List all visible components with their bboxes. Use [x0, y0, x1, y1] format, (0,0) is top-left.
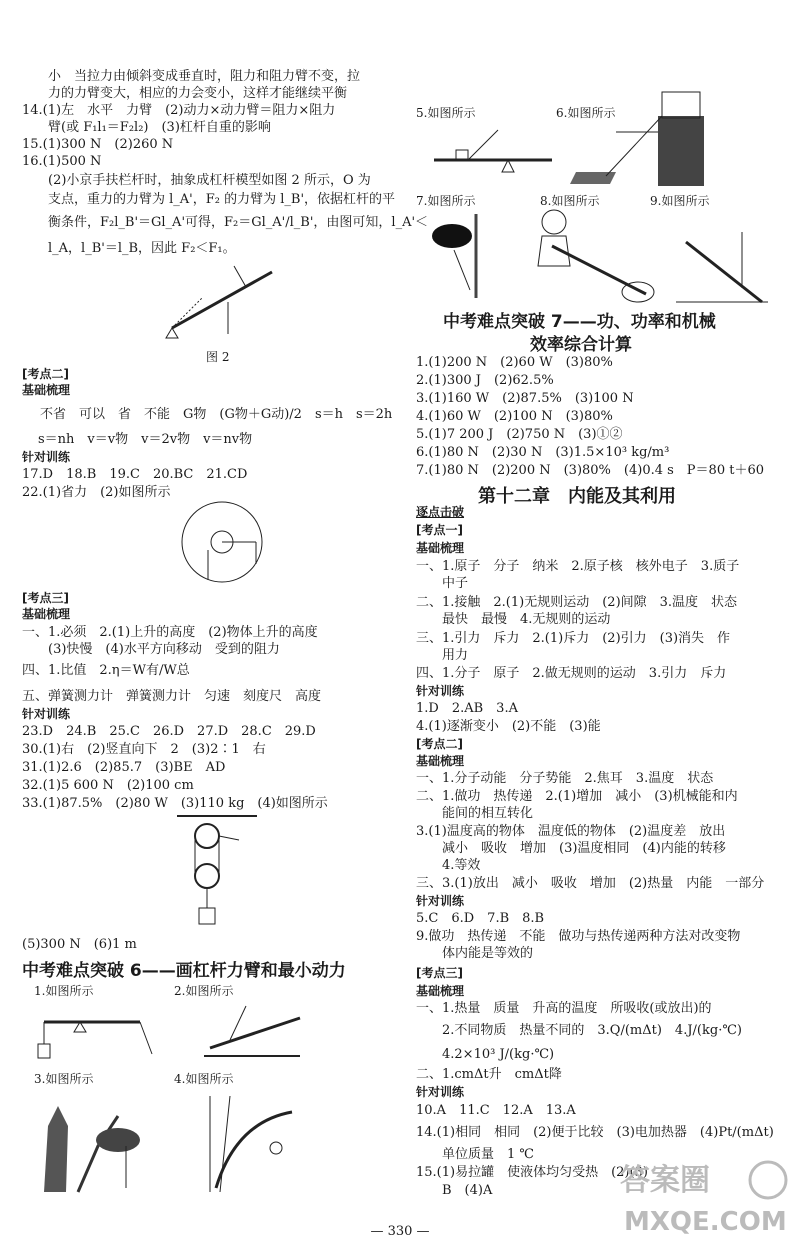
section-title: [考点三]	[416, 966, 463, 980]
figure-caption: 图 2	[206, 350, 230, 364]
text-line: 用力	[442, 648, 469, 663]
lever-figure-5	[428, 120, 558, 190]
text-line: 5.(1)7 200 J (2)750 N (3)①②	[416, 427, 623, 442]
text-line: s＝nh v＝v物 v＝2v物 v＝nv物	[38, 432, 253, 447]
text-line: 二、1.做功 热传递 2.(1)增加 减小 (3)机械能和内	[416, 789, 738, 804]
text-line: 支点，重力的力臂为 l_A'，F₂ 的力臂为 l_B'，依据杠杆的平	[48, 192, 396, 207]
text-line: l_A，l_B'＝l_B，因此 F₂＜F₁。	[48, 241, 236, 256]
text-line: 3.(1)160 W (2)87.5% (3)100 N	[416, 391, 634, 406]
section-subtitle: 针对训练	[22, 707, 71, 721]
chapter-title: 第十二章 内能及其利用	[478, 486, 676, 507]
text-line: 1.(1)200 N (2)60 W (3)80%	[416, 355, 613, 370]
figure-label: 1.如图所示	[34, 984, 94, 998]
text-line: 力的力臂变大，相应的力会变小，这样才能继续平衡	[48, 86, 348, 101]
text-line: 16.(1)500 N	[22, 154, 102, 169]
section-subtitle: 基础梳理	[416, 754, 465, 768]
section-subtitle: 针对训练	[416, 894, 465, 908]
section-title: [考点三]	[22, 591, 69, 605]
text-line: 臂(或 F₁l₁＝F₂l₂) (3)杠杆自重的影响	[48, 120, 271, 135]
figure-label: 9.如图所示	[650, 194, 710, 208]
text-line: 7.(1)80 N (2)200 N (3)80% (4)0.4 s P＝80 t＋60	[416, 463, 764, 478]
text-line: 4.(1)60 W (2)100 N (3)80%	[416, 409, 613, 424]
section-title: [考点一]	[416, 523, 463, 537]
text-line: 一、1.热量 质量 升高的温度 所吸收(或放出)的	[416, 1001, 712, 1016]
text-line: 17.D 18.B 19.C 20.BC 21.CD	[22, 467, 248, 482]
figure-7	[424, 210, 504, 300]
text-line: 10.A 11.C 12.A 13.A	[416, 1103, 576, 1118]
text-line: 3.(1)温度高的物体 温度低的物体 (2)温度差 放出	[416, 824, 726, 839]
figure-label: 4.如图所示	[174, 1072, 234, 1086]
figure-label: 2.如图所示	[174, 984, 234, 998]
text-line: 6.(1)80 N (2)30 N (3)1.5×10³ kg/m³	[416, 445, 670, 460]
text-line: 4.2×10³ J/(kg·℃)	[442, 1047, 555, 1062]
tree-figure	[38, 1096, 158, 1196]
figure-label: 7.如图所示	[416, 194, 476, 208]
section-subtitle: 基础梳理	[22, 607, 71, 621]
page-number: — 330 —	[370, 1224, 430, 1239]
pulley-figure	[177, 810, 257, 935]
section-subtitle: 针对训练	[416, 1085, 465, 1099]
text-line: 31.(1)2.6 (2)85.7 (3)BE AD	[22, 760, 226, 775]
chapter-tag: 逐点击破	[416, 505, 465, 519]
lever-figure-2	[162, 262, 292, 347]
text-line: 30.(1)右 (2)竖直向下 2 (3)2∶1 右	[22, 742, 266, 757]
text-line: 1.D 2.AB 3.A	[416, 701, 518, 716]
text-line: 三、1.引力 斥力 2.(1)斥力 (2)引力 (3)消失 作	[416, 631, 731, 646]
section-subtitle: 基础梳理	[416, 541, 465, 555]
wheel-figure	[172, 500, 272, 590]
text-line: 五、弹簧测力计 弹簧测力计 匀速 刻度尺 高度	[22, 689, 322, 704]
text-line: 5.C 6.D 7.B 8.B	[416, 911, 545, 926]
text-line: 减小 吸收 增加 (3)温度相同 (4)内能的转移	[442, 841, 726, 856]
text-line: (5)300 N (6)1 m	[22, 937, 137, 952]
svg-text:MXQE.COM: MXQE.COM	[624, 1207, 787, 1237]
text-line: 小 当拉力由倾斜变成垂直时，阻力和阻力臂不变，拉	[48, 69, 361, 84]
section-title: [考点二]	[416, 737, 463, 751]
text-line: 33.(1)87.5% (2)80 W (3)110 kg (4)如图所示	[22, 796, 328, 811]
text-line: B (4)A	[442, 1183, 493, 1198]
text-line: 一、1.原子 分子 纳米 2.原子核 核外电子 3.质子	[416, 559, 740, 574]
section-subtitle: 针对训练	[416, 684, 465, 698]
text-line: 一、1.分子动能 分子势能 2.焦耳 3.温度 状态	[416, 771, 714, 786]
section-title: [考点二]	[22, 367, 69, 381]
lever-figure-1	[30, 998, 160, 1068]
figure-label: 3.如图所示	[34, 1072, 94, 1086]
text-line: 22.(1)省力 (2)如图所示	[22, 485, 171, 500]
text-line: 14.(1)相同 相同 (2)便于比较 (3)电加热器 (4)Pt/(mΔt)	[416, 1125, 774, 1140]
text-line: (2)小京手扶栏杆时，抽象成杠杆模型如图 2 所示，O 为	[48, 173, 371, 188]
lever-figure-2b	[200, 998, 310, 1068]
text-line: 4.等效	[442, 858, 481, 873]
text-line: 15.(1)易拉罐 使液体均匀受热 (2)(3)	[416, 1165, 648, 1180]
figure-9	[672, 228, 772, 308]
text-line: 23.D 24.B 25.C 26.D 27.D 28.C 29.D	[22, 724, 316, 739]
heading-breakthrough-6: 中考难点突破 6——画杠杆力臂和最小动力	[22, 961, 346, 981]
text-line: 单位质量 1 ℃	[442, 1147, 534, 1162]
figure-label: 5.如图所示	[416, 106, 476, 120]
svg-text:答案圈: 答案圈	[620, 1163, 710, 1198]
text-line: 最快 最慢 4.无规则的运动	[442, 612, 611, 627]
text-line: 体内能是等效的	[442, 946, 534, 961]
text-line: (3)快慢 (4)水平方向移动 受到的阻力	[48, 642, 280, 657]
text-line: 14.(1)左 水平 力臂 (2)动力×动力臂＝阻力×阻力	[22, 103, 336, 118]
figure-8	[526, 206, 656, 306]
arc-figure	[196, 1092, 306, 1196]
heading-breakthrough-7b: 效率综合计算	[530, 335, 632, 355]
text-line: 四、1.分子 原子 2.做无规则的运动 3.引力 斥力	[416, 666, 727, 681]
text-line: 中子	[442, 576, 469, 591]
section-subtitle: 基础梳理	[22, 383, 71, 397]
text-line: 32.(1)5 600 N (2)100 cm	[22, 778, 194, 793]
figure-label: 8.如图所示	[540, 194, 600, 208]
text-line: 能间的相互转化	[442, 806, 534, 821]
text-line: 二、1.接触 2.(1)无规则运动 (2)间隙 3.温度 状态	[416, 595, 738, 610]
text-line: 一、1.必须 2.(1)上升的高度 (2)物体上升的高度	[22, 625, 318, 640]
text-line: 衡条件，F₂l_B'＝Gl_A'可得，F₂＝Gl_A'/l_B'，由图可知，l_A'＜	[48, 215, 429, 230]
figure-label: 6.如图所示	[556, 106, 616, 120]
text-line: 四、1.比值 2.η＝W有/W总	[22, 663, 190, 678]
heading-breakthrough-7a: 中考难点突破 7——功、功率和机械	[443, 312, 716, 332]
text-line: 15.(1)300 N (2)260 N	[22, 137, 174, 152]
text-line: 二、1.cmΔt升 cmΔt降	[416, 1067, 562, 1082]
text-line: 三、3.(1)放出 减小 吸收 增加 (2)热量 内能 一部分	[416, 876, 765, 891]
text-line: 2.不同物质 热量不同的 3.Q/(mΔt) 4.J/(kg·℃)	[442, 1023, 742, 1038]
text-line: 9.做功 热传递 不能 做功与热传递两种方法对改变物	[416, 929, 741, 944]
section-subtitle: 针对训练	[22, 450, 71, 464]
text-line: 2.(1)300 J (2)62.5%	[416, 373, 554, 388]
text-line: 不省 可以 省 不能 G物 (G物＋G动)/2 s＝h s＝2h	[40, 407, 393, 422]
text-line: 4.(1)逐渐变小 (2)不能 (3)能	[416, 719, 601, 734]
section-subtitle: 基础梳理	[416, 984, 465, 998]
building-figure	[566, 86, 716, 191]
